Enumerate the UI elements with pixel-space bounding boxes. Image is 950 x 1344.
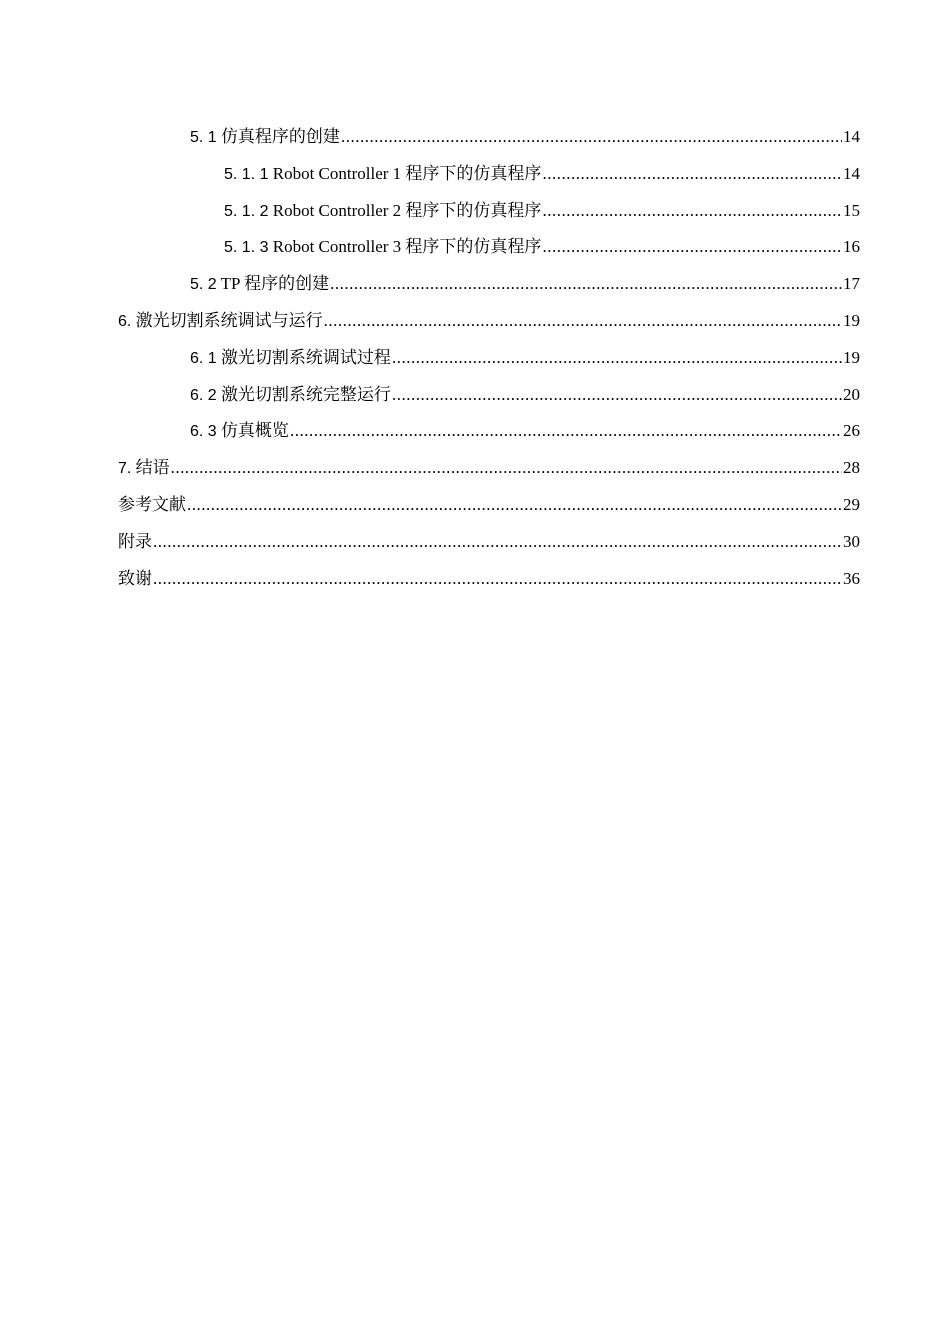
toc-dot-leader <box>290 417 842 444</box>
toc-entry-text: 参考文献 <box>118 494 186 514</box>
toc-entry-text: 激光切割系统完整运行 <box>220 384 391 404</box>
table-of-contents <box>118 123 860 601</box>
toc-page-number: 19 <box>843 347 860 367</box>
toc-page-number: 17 <box>843 274 860 294</box>
toc-dot-leader <box>392 381 842 408</box>
toc-entry-title <box>118 565 152 592</box>
toc-entry <box>118 454 860 491</box>
toc-entry-title <box>118 307 323 335</box>
toc-entry <box>118 344 860 381</box>
toc-entry-text: 激光切割系统调试过程 <box>220 347 391 367</box>
toc-page-number: 16 <box>843 237 860 257</box>
toc-entry-number: 5. 1 <box>190 129 217 146</box>
toc-dot-leader <box>171 454 842 481</box>
toc-page-number: 36 <box>843 568 860 588</box>
toc-entry-number: 7. <box>118 460 132 478</box>
toc-entry-number: 6. 3 <box>190 423 217 441</box>
toc-entry-number: 6. <box>118 312 132 330</box>
toc-entry-text: 仿真概览 <box>220 421 289 441</box>
toc-entry-text: Robot Controller 2 程序下的仿真程序 <box>272 200 542 220</box>
toc-page-number: 30 <box>843 531 860 551</box>
toc-dot-leader <box>542 160 842 187</box>
toc-entry <box>118 528 860 565</box>
toc-dot-leader <box>324 307 842 334</box>
toc-page-number: 29 <box>843 494 860 514</box>
toc-entry <box>118 381 860 418</box>
toc-dot-leader <box>542 197 842 224</box>
toc-entry-title <box>190 381 391 409</box>
toc-dot-leader <box>330 270 842 297</box>
toc-entry-text: TP 程序的创建 <box>220 274 330 294</box>
toc-entry-text: Robot Controller 3 程序下的仿真程序 <box>272 237 542 257</box>
toc-entry-title <box>224 160 541 188</box>
toc-page-number: 15 <box>843 200 860 220</box>
toc-entry-text: 致谢 <box>118 568 152 588</box>
toc-entry-text: 仿真程序的创建 <box>220 127 340 146</box>
toc-entry-text: 附录 <box>118 531 152 551</box>
toc-page-number: 14 <box>843 127 860 146</box>
toc-entry-title <box>224 233 541 261</box>
toc-entry-number: 5. 1. 1 <box>224 165 269 183</box>
toc-entry-number: 6. 2 <box>190 386 217 404</box>
toc-entry <box>118 565 860 602</box>
toc-entry <box>118 417 860 454</box>
toc-entry <box>118 270 860 307</box>
toc-entry <box>118 123 860 160</box>
toc-entry-title <box>118 491 186 518</box>
toc-dot-leader <box>153 528 842 555</box>
toc-entry-title <box>224 197 541 225</box>
toc-entry <box>118 233 860 270</box>
toc-entry-text: 结语 <box>135 458 170 478</box>
toc-dot-leader <box>542 233 842 260</box>
toc-page-number: 14 <box>843 163 860 183</box>
toc-dot-leader <box>153 565 842 592</box>
toc-entry-text: 激光切割系统调试与运行 <box>135 310 323 330</box>
toc-entry-number: 5. 1. 2 <box>224 202 269 220</box>
toc-entry-number: 5. 1. 3 <box>224 239 269 257</box>
toc-entry-title <box>118 454 170 482</box>
toc-dot-leader <box>392 344 842 371</box>
toc-entry-title <box>190 417 289 445</box>
toc-entry-title <box>190 344 391 372</box>
toc-entry <box>118 160 860 197</box>
toc-entry-number: 6. 1 <box>190 349 217 367</box>
toc-entry <box>118 491 860 528</box>
toc-page-number: 19 <box>843 310 860 330</box>
toc-entry-title <box>190 123 340 151</box>
toc-entry-title <box>118 528 152 555</box>
toc-dot-leader <box>341 123 842 150</box>
toc-page-number: 26 <box>843 421 860 441</box>
toc-page-number: 28 <box>843 458 860 478</box>
toc-entry-text: Robot Controller 1 程序下的仿真程序 <box>272 163 542 183</box>
toc-entry-number: 5. 2 <box>190 276 217 294</box>
toc-entry <box>118 307 860 344</box>
toc-entry-title <box>190 270 329 298</box>
toc-dot-leader <box>187 491 842 518</box>
toc-page-number: 20 <box>843 384 860 404</box>
toc-entry <box>118 197 860 234</box>
